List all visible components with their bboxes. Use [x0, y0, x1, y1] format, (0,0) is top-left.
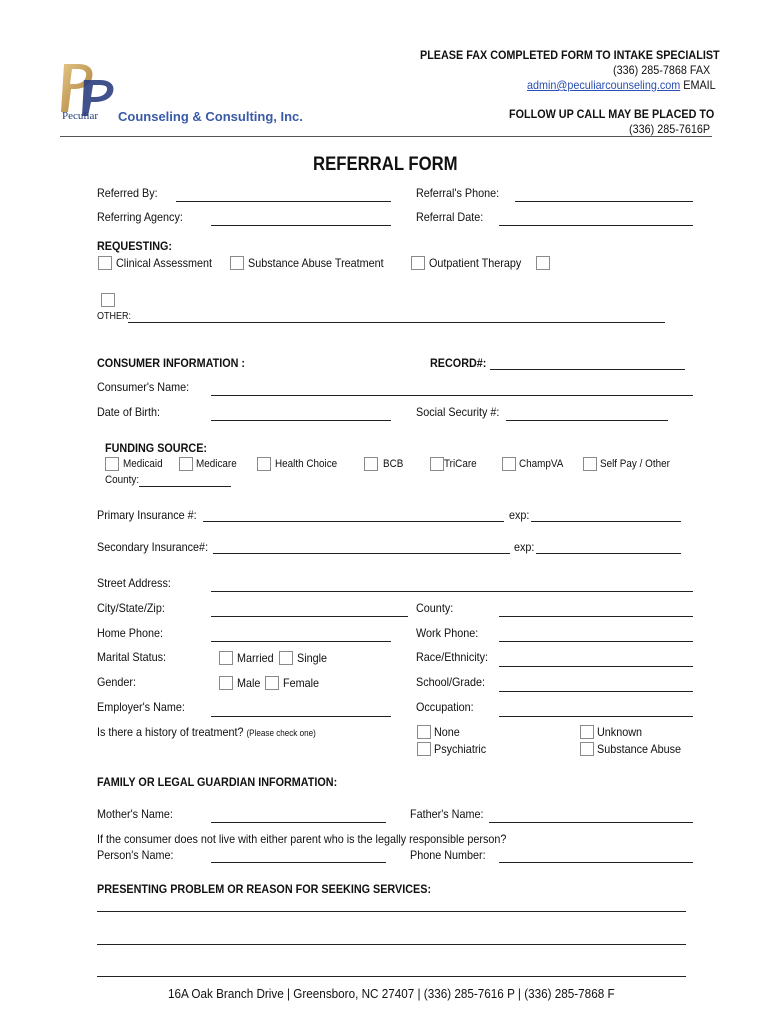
father-label: Father's Name: [410, 807, 484, 821]
referring-agency-label: Referring Agency: [97, 210, 183, 224]
father-field[interactable] [489, 822, 693, 823]
female-label: Female [283, 676, 320, 690]
funding-county-field[interactable] [139, 486, 231, 487]
married-checkbox[interactable] [219, 651, 233, 665]
race-label: Race/Ethnicity: [416, 650, 489, 664]
record-label: RECORD#: [430, 356, 487, 370]
champva-label: ChampVA [519, 458, 564, 470]
record-field[interactable] [490, 369, 685, 370]
requesting-heading: REQUESTING: [97, 239, 173, 253]
email-suffix: EMAIL [680, 78, 716, 92]
problem-heading: PRESENTING PROBLEM OR REASON FOR SEEKING SERVICES: [97, 882, 432, 896]
medicaid-label: Medicaid [123, 458, 163, 470]
single-checkbox[interactable] [279, 651, 293, 665]
history-psychiatric-label: Psychiatric [434, 742, 487, 756]
gender-label: Gender: [97, 675, 137, 689]
medicare-checkbox[interactable] [179, 457, 193, 471]
problem-line-3[interactable] [97, 976, 686, 977]
outpatient-therapy-label: Outpatient Therapy [429, 256, 522, 270]
street-field[interactable] [211, 591, 693, 592]
referral-date-label: Referral Date: [416, 210, 484, 224]
primary-exp-label: exp: [509, 508, 530, 522]
self-pay-checkbox[interactable] [583, 457, 597, 471]
outpatient-therapy-checkbox[interactable] [411, 256, 425, 270]
single-label: Single [297, 651, 328, 665]
street-label: Street Address: [97, 576, 171, 590]
secondary-insurance-label: Secondary Insurance#: [97, 540, 209, 554]
referrals-phone-label: Referral's Phone: [416, 186, 500, 200]
city-field[interactable] [211, 616, 408, 617]
school-label: School/Grade: [416, 675, 486, 689]
consumer-name-label: Consumer's Name: [97, 380, 190, 394]
history-note: (Please check one) [246, 728, 316, 738]
clinical-assessment-label: Clinical Assessment [116, 256, 213, 270]
champva-checkbox[interactable] [502, 457, 516, 471]
bcb-checkbox[interactable] [364, 457, 378, 471]
referrals-phone-field[interactable] [515, 201, 693, 202]
funding-county-label: County: [105, 474, 140, 486]
company-name: Counseling & Consulting, Inc. [118, 109, 303, 124]
request-extra-checkbox[interactable] [536, 256, 550, 270]
self-pay-label: Self Pay / Other [600, 458, 670, 470]
history-substance-abuse-checkbox[interactable] [580, 742, 594, 756]
other-checkbox[interactable] [101, 293, 115, 307]
referred-by-label: Referred By: [97, 186, 158, 200]
history-question-text: Is there a history of treatment? [97, 725, 244, 739]
health-choice-checkbox[interactable] [257, 457, 271, 471]
history-psychiatric-checkbox[interactable] [417, 742, 431, 756]
male-checkbox[interactable] [219, 676, 233, 690]
medicaid-checkbox[interactable] [105, 457, 119, 471]
footer-address: 16A Oak Branch Drive | Greensboro, NC 27407 | (336) 285-7616 P | (336) 285-7868 F [168, 986, 615, 1001]
male-label: Male [237, 676, 261, 690]
guardian-phone-label: Phone Number: [410, 848, 486, 862]
email-line [527, 78, 716, 92]
history-unknown-label: Unknown [597, 725, 643, 739]
employer-label: Employer's Name: [97, 700, 185, 714]
tricare-checkbox[interactable] [430, 457, 444, 471]
person-field[interactable] [211, 862, 386, 863]
substance-abuse-treatment-label: Substance Abuse Treatment [248, 256, 384, 270]
history-question [97, 725, 316, 739]
health-choice-label: Health Choice [275, 458, 338, 470]
problem-line-2[interactable] [97, 944, 686, 945]
primary-exp-field[interactable] [531, 521, 681, 522]
marital-label: Marital Status: [97, 650, 167, 664]
logo-word: Peculiar [62, 110, 99, 122]
occupation-label: Occupation: [416, 700, 474, 714]
county-field[interactable] [499, 616, 693, 617]
history-none-label: None [434, 725, 460, 739]
primary-insurance-label: Primary Insurance #: [97, 508, 197, 522]
consumer-heading: CONSUMER INFORMATION : [97, 356, 245, 370]
home-phone-field[interactable] [211, 641, 391, 642]
email-link[interactable]: admin@peculiarcounseling.com [527, 78, 681, 92]
other-label: OTHER: [97, 311, 132, 322]
referring-agency-field[interactable] [211, 225, 391, 226]
city-label: City/State/Zip: [97, 601, 165, 615]
county-label: County: [416, 601, 454, 615]
other-field[interactable] [128, 322, 665, 323]
married-label: Married [237, 651, 274, 665]
primary-insurance-field[interactable] [203, 521, 504, 522]
followup-title: FOLLOW UP CALL MAY BE PLACED TO [509, 107, 715, 121]
fax-title: PLEASE FAX COMPLETED FORM TO INTAKE SPECIALIST [420, 48, 720, 62]
work-phone-field[interactable] [499, 641, 693, 642]
dob-field[interactable] [211, 420, 391, 421]
substance-abuse-treatment-checkbox[interactable] [230, 256, 244, 270]
secondary-exp-field[interactable] [536, 553, 681, 554]
header-divider [60, 136, 712, 137]
problem-line-1[interactable] [97, 911, 686, 912]
fax-number: (336) 285-7868 FAX [613, 63, 711, 77]
history-substance-abuse-label: Substance Abuse [597, 742, 682, 756]
secondary-exp-label: exp: [514, 540, 535, 554]
guardian-question: If the consumer does not live with either parent who is the legally responsible person? [97, 832, 507, 846]
occupation-field[interactable] [499, 716, 693, 717]
medicare-label: Medicare [196, 458, 237, 470]
guardian-heading: FAMILY OR LEGAL GUARDIAN INFORMATION: [97, 775, 338, 789]
referred-by-field[interactable] [176, 201, 391, 202]
ssn-field[interactable] [506, 420, 668, 421]
funding-heading: FUNDING SOURCE: [105, 441, 208, 455]
tricare-label: TriCare [444, 458, 477, 470]
home-phone-label: Home Phone: [97, 626, 164, 640]
consumer-name-field[interactable] [211, 395, 693, 396]
work-phone-label: Work Phone: [416, 626, 479, 640]
employer-field[interactable] [211, 716, 391, 717]
referral-date-field[interactable] [499, 225, 693, 226]
history-unknown-checkbox[interactable] [580, 725, 594, 739]
race-field[interactable] [499, 666, 693, 667]
school-field[interactable] [499, 691, 693, 692]
form-title: REFERRAL FORM [313, 154, 458, 175]
mother-field[interactable] [211, 822, 386, 823]
person-label: Person's Name: [97, 848, 174, 862]
history-none-checkbox[interactable] [417, 725, 431, 739]
bcb-label: BCB [383, 458, 404, 470]
female-checkbox[interactable] [265, 676, 279, 690]
clinical-assessment-checkbox[interactable] [98, 256, 112, 270]
guardian-phone-field[interactable] [499, 862, 693, 863]
dob-label: Date of Birth: [97, 405, 161, 419]
ssn-label: Social Security #: [416, 405, 500, 419]
followup-number: (336) 285-7616P [629, 122, 711, 136]
mother-label: Mother's Name: [97, 807, 173, 821]
secondary-insurance-field[interactable] [213, 553, 510, 554]
